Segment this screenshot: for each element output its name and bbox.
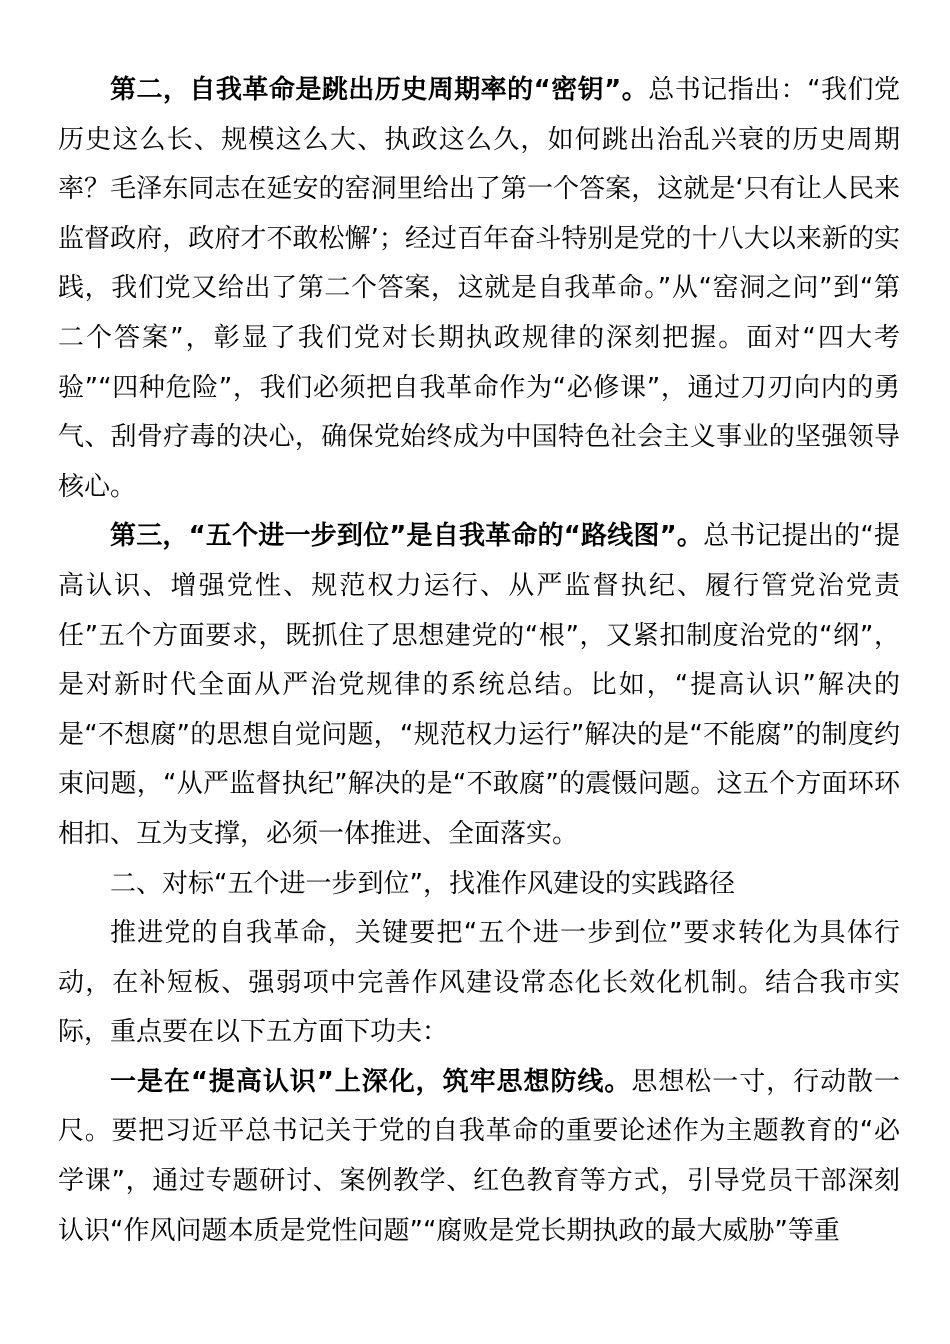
third-point-lead: 第三，“五个进一步到位”是自我革命的“路线图”。 <box>110 521 704 552</box>
second-point-body: 总书记指出：“我们党历史这么长、规模这么大、执政这么久，如何跳出治乱兴衰的历史周期率？毛泽东同志在延安的窑洞里给出了第一个答案，这就是‘只有让人民来监督政府，政府才不敢松懈’；经过百年奋斗特别是党的十八大以来新的实践，我们党又给出了第二个答案，这就是自我革命。”从“窑洞之问”到“第二个答案”，彰显了我们党对长期执政规律的深刻把握。面对“四大考验”“四种危险”，我们必须把自我革命作为“必修课”，通过刀刃向内的勇气、刮骨疗毒的决心，确保党始终成为中国特色社会主义事业的坚强领导核心。 <box>58 75 900 502</box>
point-one-lead: 一是在“提高认识”上深化，筑牢思想防线。 <box>110 1066 632 1097</box>
paragraph-point-one <box>58 1058 900 1256</box>
section-heading: 二、对标“五个进一步到位”，找准作风建设的实践路径 <box>110 868 735 899</box>
second-point-lead: 第二，自我革命是跳出历史周期率的“密钥”。 <box>110 75 649 105</box>
section-intro: 推进党的自我革命，关键要把“五个进一步到位”要求转化为具体行动，在补短板、强弱项中完善作风建设常态化长效化机制。结合我市实际，重点要在以下五方面下功夫： <box>58 918 900 1048</box>
document-page <box>58 66 900 1256</box>
paragraph-second-point <box>58 66 900 512</box>
paragraph-third-point <box>58 512 900 859</box>
point-one-body: 思想松一寸，行动散一尺。要把习近平总书记关于党的自我革命的重要论述作为主题教育的“必学课”，通过专题研讨、案例教学、红色教育等方式，引导党员干部深刻认识“作风问题本质是党性问题”“腐败是党长期执政的最大威胁”等重 <box>58 1066 900 1246</box>
third-point-body: 总书记提出的“提高认识、增强党性、规范权力运行、从严监督执纪、履行管党治党责任”五个方面要求，既抓住了思想建党的“根”，又紧扣制度治党的“纲”，是对新时代全面从严治党规律的系统总结。比如，“提高认识”解决的是“不想腐”的思想自觉问题，“规范权力运行”解决的是“不能腐”的制度约束问题，“从严监督执纪”解决的是“不敢腐”的震慑问题。这五个方面环环相扣、互为支撑，必须一体推进、全面落实。 <box>58 521 900 849</box>
